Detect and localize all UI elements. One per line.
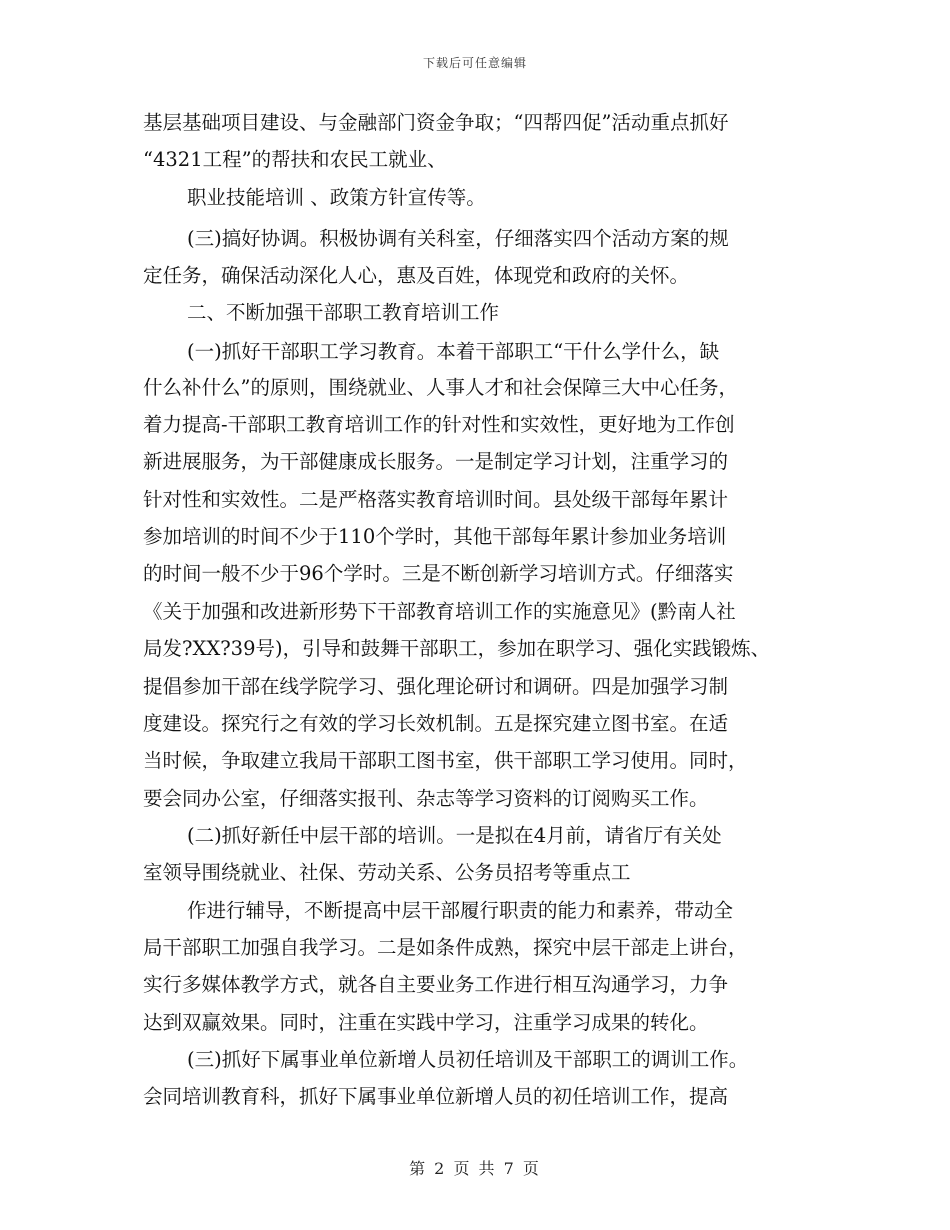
text-line: (一)抓好干部职工学习教育。本着干部职工“干什么学什么，缺 (187, 340, 720, 363)
text-line: 基层基础项目建设、与金融部门资金争取；“四帮四促”活动重点抓好 (143, 111, 729, 134)
text-line: 度建设。探究行之有效的学习长效机制。五是探究建立图书室。在适 (143, 712, 729, 735)
text-line: 会同培训教育科，抓好下属事业单位新增人员的初任培训工作，提高 (143, 1085, 729, 1108)
text-line: 着力提高-干部职工教育培训工作的针对性和实效性，更好地为工作创 (143, 413, 735, 436)
text-line: (三)搞好协调。积极协调有关科室，仔细落实四个活动方案的规 (187, 227, 729, 250)
text-line: 新进展服务，为干部健康成长服务。一是制定学习计划，注重学习的 (143, 450, 729, 473)
text-line: 的时间一般不少于96个学时。三是不断创新学习培训方式。仔细落实 (143, 562, 734, 585)
text-line: 定任务，确保活动深化人心，惠及百姓，体现党和政府的关怀。 (143, 264, 690, 287)
text-line: “4321工程”的帮扶和农民工就业、 (143, 148, 447, 171)
text-line: 局干部职工加强自我学习。二是如条件成熟，探究中层干部走上讲台， (143, 936, 748, 959)
text-line: 提倡参加干部在线学院学习、强化理论研讨和调研。四是加强学习制 (143, 675, 729, 698)
text-line: (二)抓好新任中层干部的培训。一是拟在4月前，请省厅有关处 (187, 824, 722, 847)
text-line: 《关于加强和改进新形势下干部教育培训工作的实施意见》(黔南人社 (143, 600, 736, 623)
text-line: 达到双赢效果。同时，注重在实践中学习，注重学习成果的转化。 (143, 1011, 709, 1034)
page-header-note: 下载后可任意编辑 (422, 56, 527, 70)
text-line: 针对性和实效性。二是严格落实教育培训时间。县处级干部每年累计 (143, 488, 729, 511)
text-line: 作进行辅导，不断提高中层干部履行职责的能力和素养，带动全 (187, 899, 734, 922)
text-line: 室领导围绕就业、社保、劳动关系、公务员招考等重点工 (143, 861, 631, 884)
text-line: 要会同办公室，仔细落实报刊、杂志等学习资料的订阅购买工作。 (143, 787, 709, 810)
text-line: 职业技能培训 、政策方针宣传等。 (187, 186, 486, 209)
text-line: 参加培训的时间不少于110个学时，其他干部每年累计参加业务培训 (143, 525, 727, 548)
text-line: (三)抓好下属事业单位新增人员初任培训及干部职工的调训工作。 (187, 1048, 749, 1071)
text-line: 当时候，争取建立我局干部职工图书室，供干部职工学习使用。同时， (143, 749, 748, 772)
section-heading: 二、不断加强干部职工教育培训工作 (187, 301, 500, 324)
text-line: 局发?XX?39号)，引导和鼓舞干部职工，参加在职学习、强化实践锻炼、 (143, 637, 771, 660)
page-number: 第 2 页 共 7 页 (409, 1159, 541, 1178)
text-line: 什么补什么”的原则，围绕就业、人事人才和社会保障三大中心任务， (143, 376, 738, 399)
text-line: 实行多媒体教学方式，就各自主要业务工作进行相互沟通学习，力争 (143, 973, 729, 996)
